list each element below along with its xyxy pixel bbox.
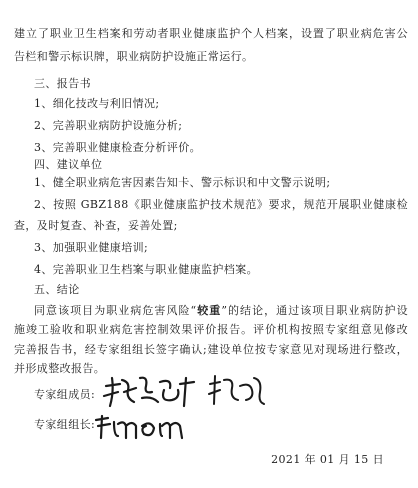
conclusion-suffix: ”的结论，通过该项目职业病防护设 xyxy=(221,304,408,317)
conclusion-line-4: 并形成整改报告。 xyxy=(14,362,106,375)
section-3-item-2: 2、完善职业病防护设施分析; xyxy=(34,119,183,132)
section-3-item-1: 1、细化技改与利旧情况; xyxy=(34,97,160,110)
section-3-heading: 三、报告书 xyxy=(34,77,91,90)
conclusion-line-2: 施竣工验收和职业病危害控制效果评价报告。评价机构按照专家组意见修改 xyxy=(14,323,408,336)
conclusion-line-3: 完善报告书，经专家组组长签字确认;建设单位按专家意见对现场进行整改， xyxy=(14,343,408,356)
conclusion-prefix: 同意该项目为职业病危害风险“ xyxy=(34,304,197,317)
section-4-item-2-line-1: 2、按照 GBZ188《职业健康监护技术规范》要求，规范开展职业健康检 xyxy=(34,198,408,211)
members-label: 专家组成员: xyxy=(34,388,96,401)
intro-line-1: 建立了职业卫生档案和劳动者职业健康监护个人档案，设置了职业病危害公 xyxy=(14,27,408,40)
section-4-item-2-line-2: 查，及时复查、补查，妥善处置; xyxy=(14,219,178,232)
section-3-item-3: 3、完善职业健康检查分析评价。 xyxy=(34,141,201,154)
section-4-item-4: 4、完善职业卫生档案与职业健康监护档案。 xyxy=(34,263,258,276)
member-signature-2 xyxy=(206,372,268,408)
document-date: 2021 年 01 月 15 日 xyxy=(271,453,384,466)
conclusion-line-1 xyxy=(34,304,408,318)
member-signature-1 xyxy=(100,372,200,410)
section-4-item-3: 3、加强职业健康培训; xyxy=(34,241,149,254)
section-4-heading: 四、建议单位 xyxy=(34,158,103,171)
section-4-item-1: 1、健全职业病危害因素告知卡、警示标识和中文警示说明; xyxy=(34,176,331,189)
intro-line-2: 告栏和警示标识牌，职业病防护设施正常运行。 xyxy=(14,50,254,63)
section-5-heading: 五、结论 xyxy=(34,283,80,296)
leader-signature xyxy=(92,412,188,442)
leader-label: 专家组组长: xyxy=(34,418,96,431)
risk-level-emphasis: 较重 xyxy=(196,304,222,317)
